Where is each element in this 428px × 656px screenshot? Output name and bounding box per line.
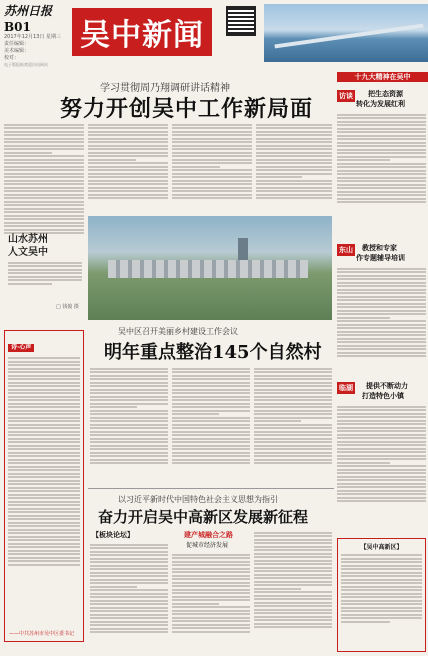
city-photo: [88, 216, 332, 320]
bottom-rule: [88, 488, 334, 489]
lead-headline: 努力开创吴中工作新局面: [60, 96, 314, 122]
poem-tag: 诗·心声: [8, 344, 34, 352]
photo-caption-1: 山水苏州: [8, 234, 48, 245]
bottom-kicker: 以习近平新时代中国特色社会主义思想为指引: [118, 495, 278, 504]
designer-line: 美术编辑：: [4, 48, 30, 54]
photo-credit: □ 钱俊 摄: [56, 304, 79, 310]
bridge-shape: [274, 24, 423, 49]
story1-title-1: 把生态资源: [368, 89, 403, 98]
bridge-photo: [264, 4, 428, 62]
section-title-block: [72, 8, 212, 56]
right-banner: 十九大精神在吴中: [337, 72, 428, 82]
date-line: 2017年12月13日 星期三: [4, 34, 62, 40]
buildings-shape: [108, 260, 308, 278]
poem-body: [8, 357, 80, 566]
story3-title-2: 打造特色小镇: [362, 391, 404, 400]
side-box-body: [341, 554, 422, 623]
bottom-inner-kicker: 建产城融合之路: [184, 530, 233, 539]
qr-code: [226, 6, 256, 36]
proof-line: 校对：: [4, 55, 20, 61]
lead-body-col-3: [172, 122, 252, 212]
bottom-body-col-3: [254, 530, 332, 652]
mid-headline: 明年重点整治145个自然村: [104, 342, 322, 363]
story2-title-1: 教授和专家: [362, 243, 397, 252]
mid-kicker: 吴中区召开美丽乡村建设工作会议: [118, 327, 238, 336]
story3-body: [337, 404, 426, 524]
story2-title-2: 作专题辅导培训: [356, 253, 405, 262]
bottom-body-col-1: [90, 542, 168, 652]
story3-tag: 临湖: [339, 384, 353, 392]
side-box: [337, 538, 426, 652]
poem-box: [4, 330, 84, 642]
story1-title-2: 转化为发展红利: [356, 99, 405, 108]
footnote: 电子版报纸欢迎访问网站: [4, 62, 48, 67]
poem-footer: ——中共苏州市吴中区委书记: [9, 631, 75, 637]
photo-caption-2: 人文吴中: [8, 247, 48, 258]
mid-body-col-3: [254, 366, 332, 484]
paper-name: 苏州日报: [4, 4, 53, 18]
lead-kicker: 学习贯彻周乃翔调研讲话精神: [100, 83, 230, 94]
mid-body-col-1: [90, 366, 168, 484]
story1-tag: 访谈: [339, 92, 353, 100]
section-title: 吴中新闻: [80, 18, 204, 53]
masthead: [0, 0, 428, 67]
mid-body-col-2: [172, 366, 250, 484]
side-box-title: 【吴中高新区】: [360, 544, 403, 551]
story2-tag: 东山: [339, 246, 353, 254]
bottom-headline: 奋力开启吴中高新区发展新征程: [98, 508, 309, 526]
bottom-inner-sub: 促城市经济发展: [186, 542, 229, 549]
lead-body-col-4: [256, 122, 332, 212]
bottom-sub-tag: 【板块论坛】: [92, 530, 134, 539]
lead-body-col-2: [88, 122, 168, 212]
photo-desc: [8, 260, 82, 300]
page-number: B01: [4, 20, 31, 34]
story2-body: [337, 266, 426, 378]
story1-body: [337, 112, 426, 222]
story3-title-1: 提供不断动力: [366, 381, 408, 390]
editor-line: 责任编辑：: [4, 41, 30, 47]
bottom-body-col-2: [172, 552, 250, 652]
